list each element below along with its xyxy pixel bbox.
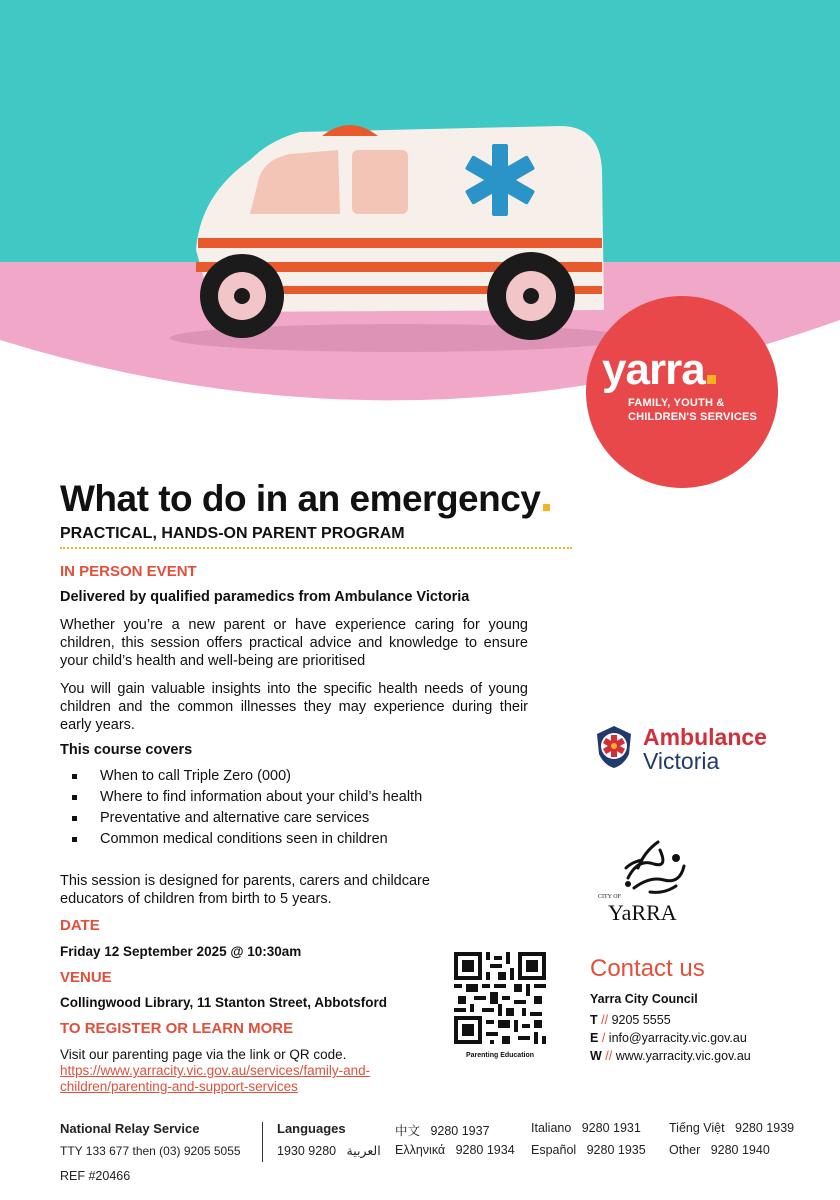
event-date: Friday 12 September 2025 @ 10:30am (60, 944, 302, 959)
language-entry: Other 9280 1940 (669, 1143, 770, 1157)
language-entry: Italiano 9280 1931 (531, 1121, 641, 1135)
language-entry: Español 9280 1935 (531, 1143, 646, 1157)
yarra-family-services-badge (586, 296, 778, 488)
page-title: What to do in an emergency (60, 478, 550, 520)
coy-small-text: CITY OF (598, 894, 621, 900)
audience-text: This session is designed for parents, carers and childcare educators of children from birth to 5 years. (60, 873, 430, 907)
language-entry: Tiếng Việt 9280 1939 (669, 1121, 795, 1135)
language-entry: Ελληνικά 9280 1934 (395, 1143, 515, 1157)
coy-big-text: YaRRA (608, 900, 677, 924)
venue-heading: VENUE (60, 969, 112, 986)
intro-paragraph-1: Whether you’re a new parent or have experience caring for young children, this session offers practical advice and knowledge to ensure your child’s health and well-being are prioritised (60, 617, 528, 669)
footer-divider (262, 1122, 263, 1162)
contact-org: Yarra City Council (590, 992, 698, 1006)
event-venue: Collingwood Library, 11 Stanton Street, Abbotsford (60, 995, 388, 1010)
contact-heading: Contact us (590, 955, 705, 982)
nrs-title: National Relay Service (60, 1121, 200, 1136)
ambulance-logo-line2: Victoria (643, 748, 720, 774)
ambulance-logo-line1: Ambulance (643, 724, 767, 750)
list-item: Common medical conditions seen in children (60, 829, 422, 850)
intro-paragraph-2: You will gain valuable insights into the specific health needs of young children and the common illnesses they may experience during their early years. (60, 681, 528, 733)
yarra-wordmark: yarra (602, 348, 716, 392)
visit-text: Visit our parenting page via the link or QR code. (60, 1047, 347, 1062)
parenting-page-link[interactable]: https://www.yarracity.vic.gov.au/services/family-and-children/parenting-and-support-services (60, 1063, 371, 1094)
contact-web[interactable]: W // www.yarracity.vic.gov.au (590, 1049, 751, 1063)
date-heading: DATE (60, 917, 100, 934)
nrs-detail: TTY 133 677 then (03) 9205 5055 (60, 1144, 241, 1158)
covers-heading: This course covers (60, 742, 193, 758)
list-item: Where to find information about your child’s health (60, 787, 422, 808)
list-item: Preventative and alternative care services (60, 808, 422, 829)
languages-title: Languages (277, 1121, 346, 1136)
ambulance-victoria-logo (594, 724, 634, 775)
register-heading: TO REGISTER OR LEARN MORE (60, 1020, 294, 1037)
city-of-yarra-logo (598, 838, 694, 929)
delivered-by: Delivered by qualified paramedics from Ambulance Victoria (60, 589, 470, 605)
event-type-heading: IN PERSON EVENT (60, 563, 197, 580)
qr-caption: Parenting Education (465, 1052, 535, 1059)
language-entry: العربية 9280 1930 (277, 1144, 381, 1158)
language-entry: 中文 9280 1937 (395, 1124, 490, 1138)
covers-list (60, 766, 422, 850)
badge-subtitle: FAMILY, YOUTH & CHILDREN'S SERVICES (628, 397, 758, 423)
qr-code[interactable] (454, 952, 546, 1049)
dotted-divider (60, 547, 572, 549)
list-item: When to call Triple Zero (000) (60, 766, 422, 787)
page-subtitle: PRACTICAL, HANDS-ON PARENT PROGRAM (60, 525, 405, 542)
reference-number: REF #20466 (60, 1169, 131, 1183)
contact-email[interactable]: E / info@yarracity.vic.gov.au (590, 1031, 747, 1045)
contact-phone: T // 9205 5555 (590, 1013, 671, 1027)
